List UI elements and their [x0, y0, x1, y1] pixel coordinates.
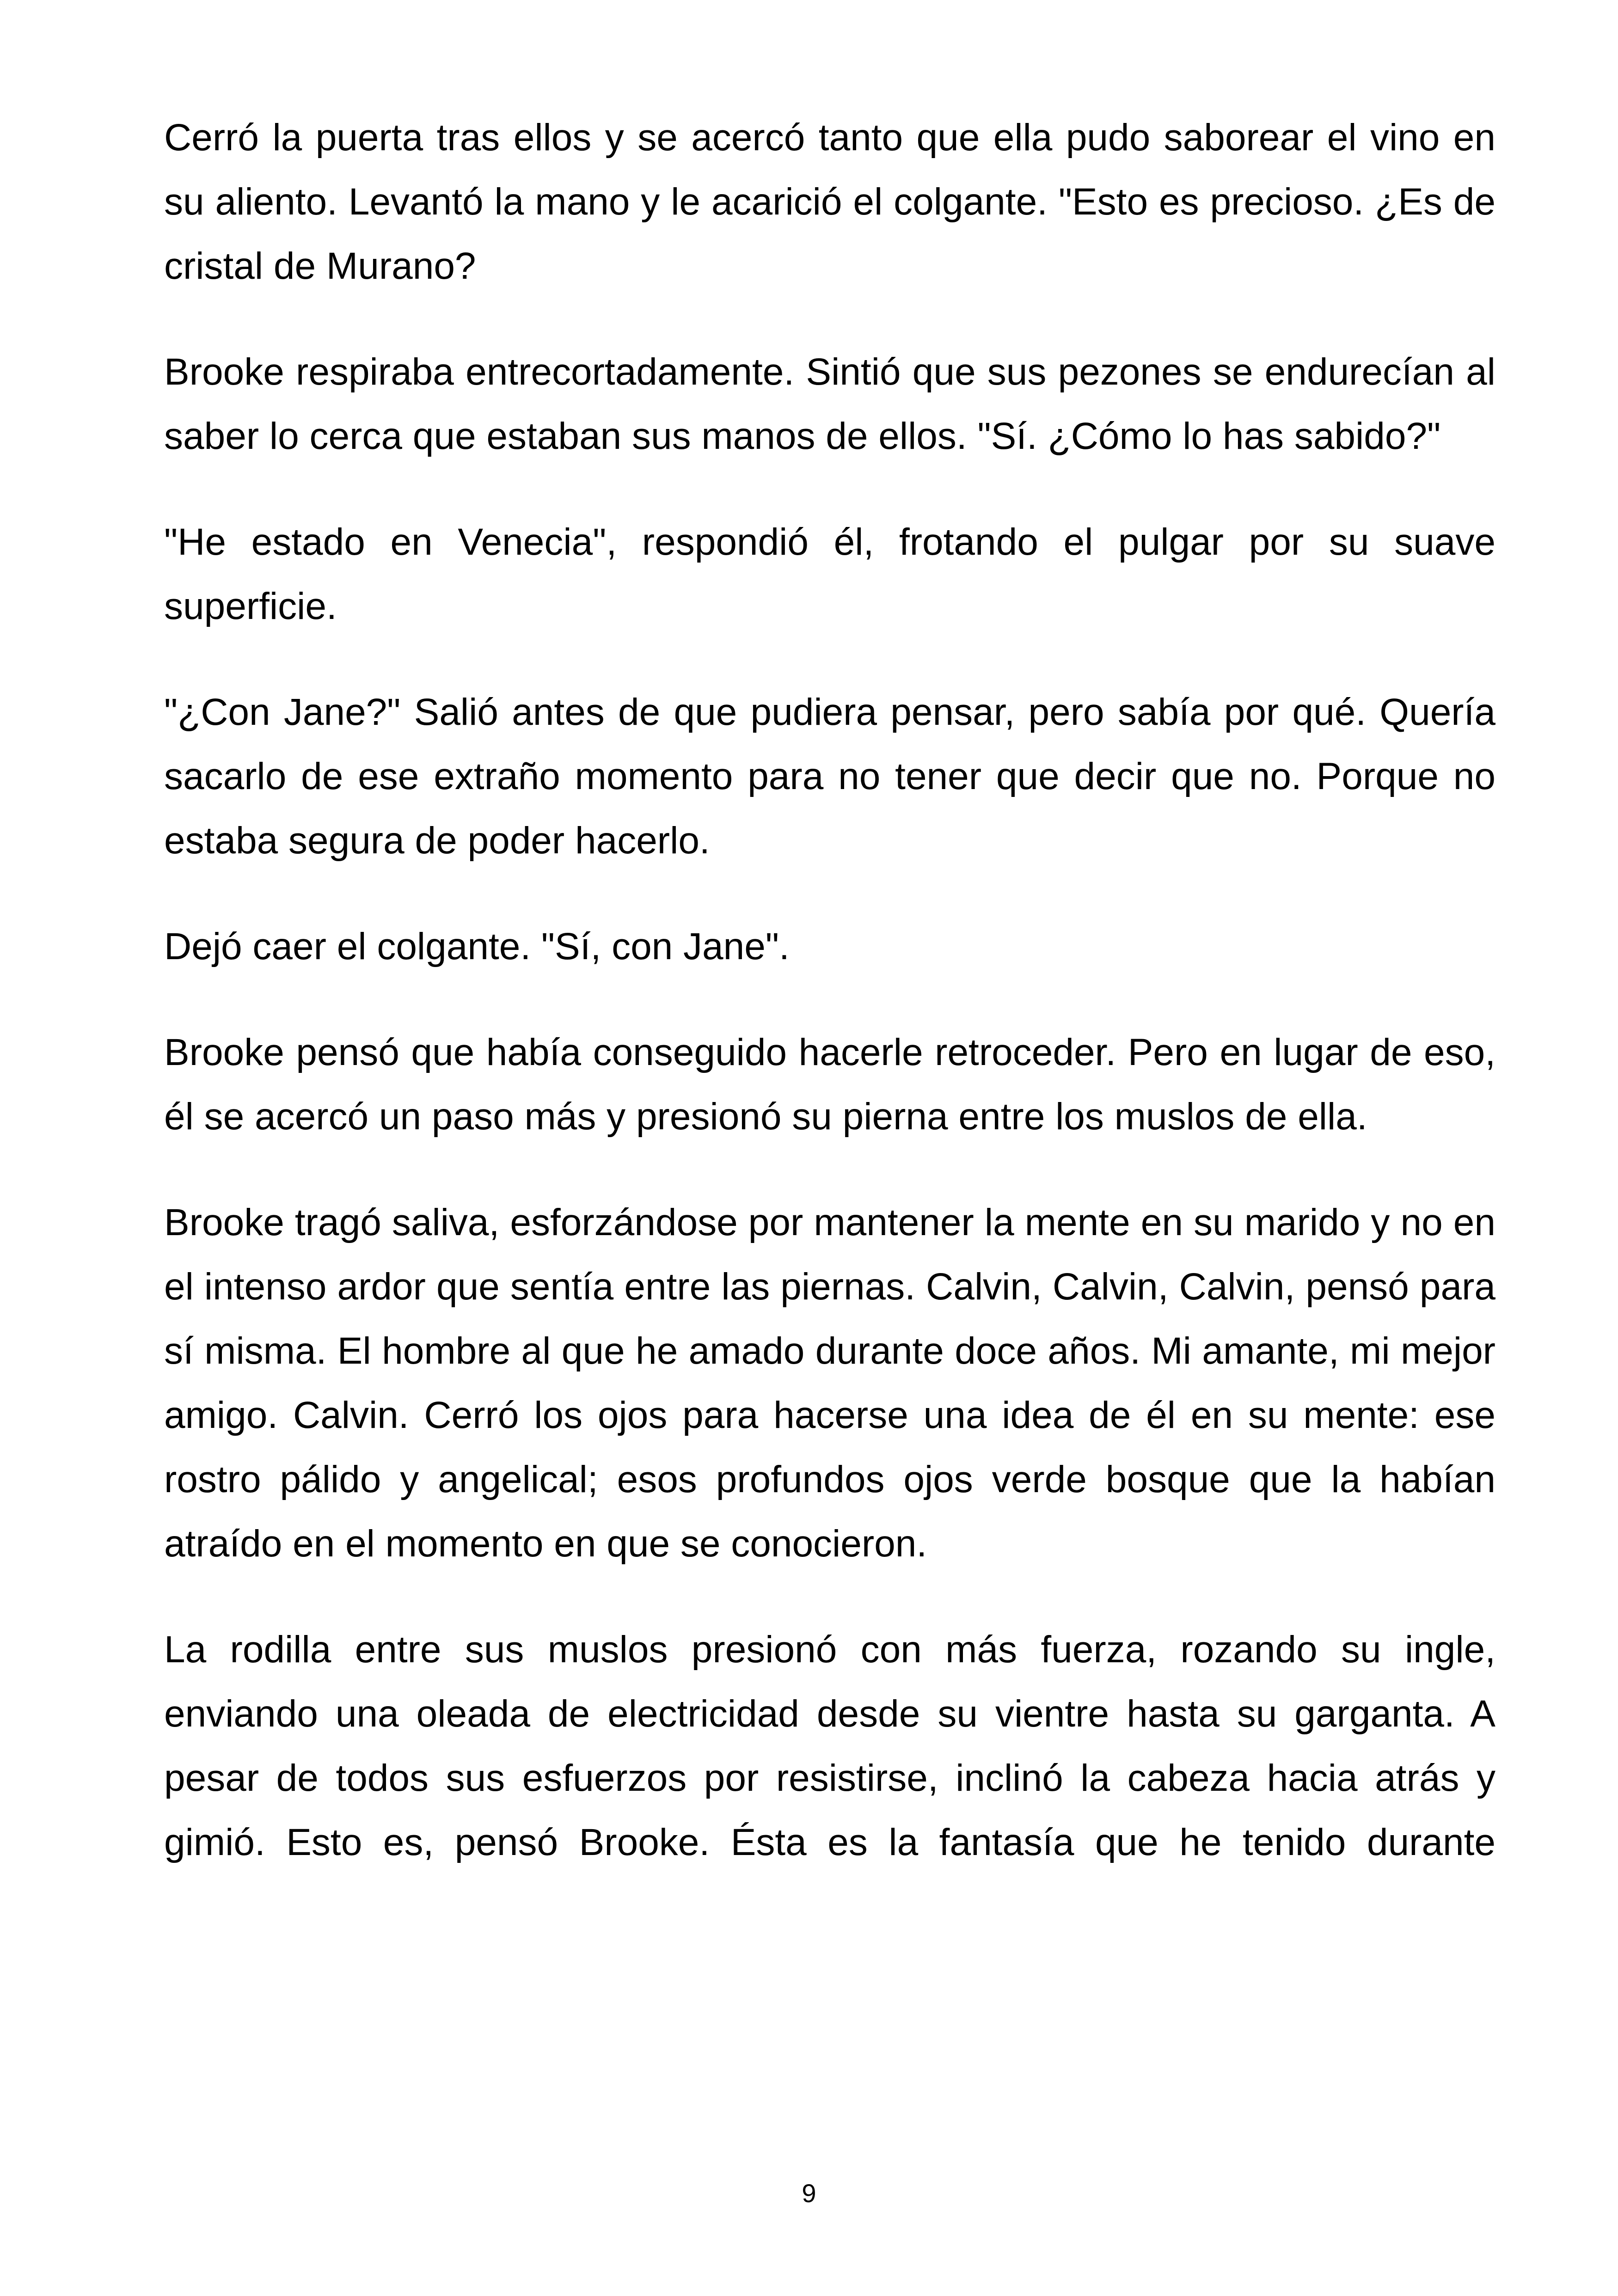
paragraph-3: "He estado en Venecia", respondió él, frotando el pulgar por su suave superficie.: [164, 521, 1495, 627]
paragraph-1: Cerró la puerta tras ellos y se acercó tanto que ella pudo saborear el vino en su aliento. Levantó la mano y le acarició el colgante. "Esto es precioso. ¿Es de cristal de Murano?: [164, 116, 1495, 287]
paragraph-6: Brooke pensó que había conseguido hacerle retroceder. Pero en lugar de eso, él se acercó un paso más y presionó su pierna entre los muslos de ella.: [164, 1031, 1495, 1138]
paragraph-2: Brooke respiraba entrecortadamente. Sintió que sus pezones se endurecían al saber lo cerca que estaban sus manos de ellos. "Sí. ¿Cómo lo has sabido?": [164, 351, 1495, 457]
body-text: [164, 105, 1495, 1874]
paragraph-7: Brooke tragó saliva, esforzándose por mantener la mente en su marido y no en el intenso ardor que sentía entre las piernas. Calvin, Calvin, Calvin, pensó para sí misma. El hombre al que he amado durante doce años. Mi amante, mi mejor amigo. Calvin. Cerró los ojos para hacerse una idea de él en su mente: ese rostro pálido y angelical; esos profundos ojos verde bosque que la habían atraído en el momento en que se conocieron.: [164, 1201, 1495, 1565]
paragraph-8: La rodilla entre sus muslos presionó con más fuerza, rozando su ingle, enviando una oleada de electricidad desde su vientre hasta su garganta. A pesar de todos sus esfuerzos por resistirse, inclinó la cabeza hacia atrás y gimió. Esto es, pensó Brooke. Ésta es la fantasía que he tenido durante: [164, 1629, 1495, 1863]
page-number: 9: [802, 2179, 816, 2208]
paragraph-4: "¿Con Jane?" Salió antes de que pudiera pensar, pero sabía por qué. Quería sacarlo de ese extraño momento para no tener que decir que no. Porque no estaba segura de poder hacerlo.: [164, 691, 1495, 862]
paragraph-5: Dejó caer el colgante. "Sí, con Jane".: [164, 925, 790, 967]
